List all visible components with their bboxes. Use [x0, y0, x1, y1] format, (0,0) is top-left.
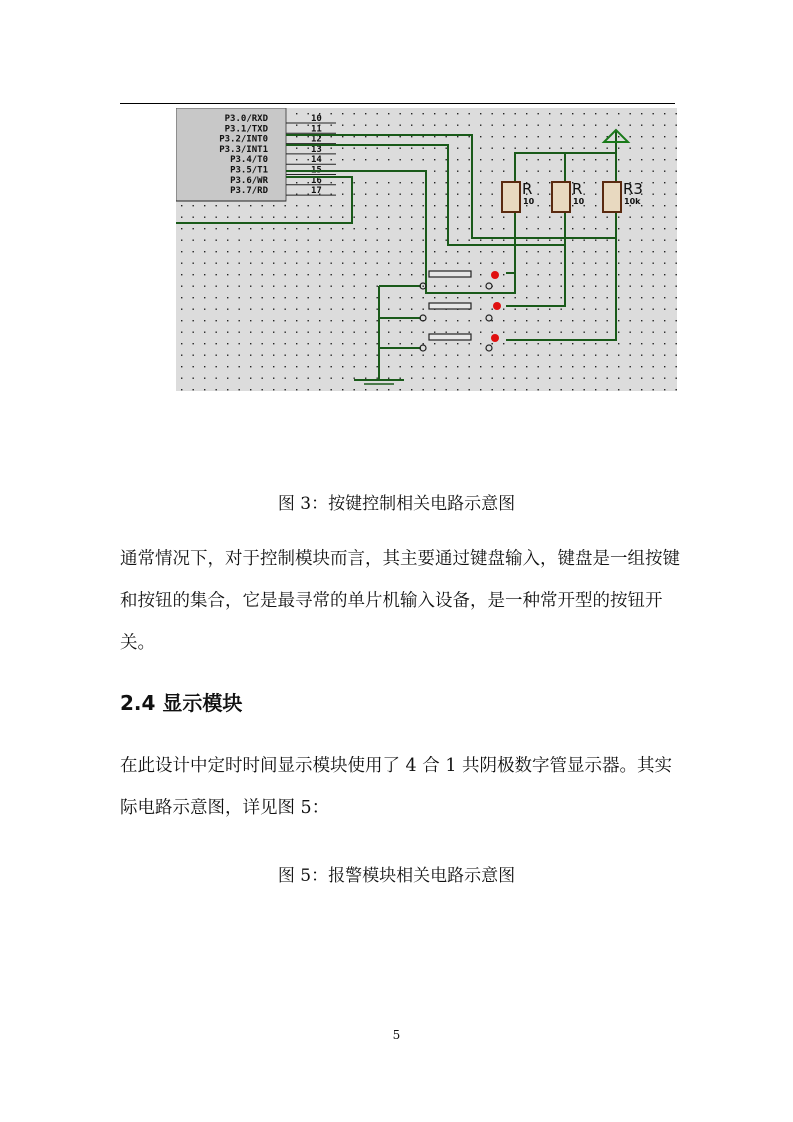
resistor-body: [552, 182, 570, 212]
pin-label: P3.7/RD: [230, 186, 268, 197]
pin-number: 14: [311, 155, 322, 166]
pin-number: 16: [311, 175, 322, 186]
figure-3-caption: 图 3：按键控制相关电路示意图: [277, 494, 516, 514]
header-rule: [120, 103, 675, 104]
pin-number: 13: [311, 144, 322, 155]
pin-label: P3.0/RXD: [224, 114, 268, 124]
resistor-label: R: [572, 180, 583, 198]
pin-label: P3.2/INT0: [219, 134, 268, 145]
pin-label: P3.1/TXD: [224, 124, 268, 135]
resistor-value: 10: [523, 197, 535, 206]
pin-number: 15: [311, 165, 322, 176]
resistor-label: R3: [623, 180, 643, 198]
pin-number: 17: [311, 186, 322, 197]
pin-number: 10: [311, 114, 322, 124]
pin-label: P3.3/INT1: [219, 144, 268, 155]
resistor-body: [603, 182, 621, 212]
figure-5-caption: 图 5：报警模块相关电路示意图: [277, 866, 516, 886]
paragraph-keyboard: 通常情况下，对于控制模块而言，其主要通过键盘输入，键盘是一组按键和按钮的集合，它是最寻常的单片机输入设备，是一种常开型的按钮开关。: [120, 549, 680, 653]
page-number: 5: [392, 1028, 401, 1042]
pin-label: P3.4/T0: [230, 155, 268, 166]
pin-number: 11: [311, 124, 322, 135]
section-heading: 2.4 显示模块: [120, 691, 243, 715]
pin-number: 12: [311, 134, 322, 145]
key-control-schematic: [176, 108, 677, 391]
resistor-body: [502, 182, 520, 212]
paragraph-display: 在此设计中定时时间显示模块使用了 4 合 1 共阴极数字管显示器。其实际电路示意图，详见图 5：: [120, 756, 673, 818]
pin-label: P3.5/T1: [230, 165, 268, 176]
resistor-value: 10k: [624, 197, 641, 206]
resistor-value: 10: [573, 197, 585, 206]
resistor-label: R: [522, 180, 533, 198]
pin-label: P3.6/WR: [230, 175, 268, 186]
